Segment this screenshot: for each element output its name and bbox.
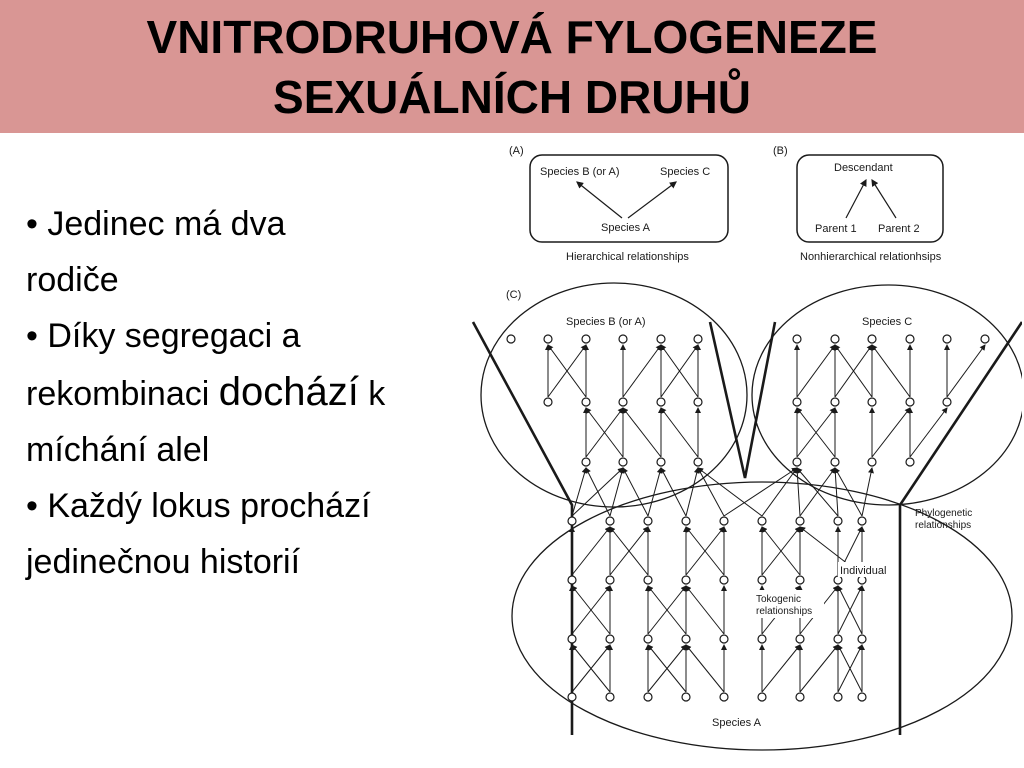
tokogenic-edge: [797, 468, 838, 516]
individual-node: [906, 398, 914, 406]
individual-node: [619, 458, 627, 466]
individual-node: [834, 517, 842, 525]
panel-a-species-c: Species C: [660, 166, 711, 178]
individual-node: [981, 335, 989, 343]
individual-node: [720, 576, 728, 584]
tokogenic-edge: [698, 468, 762, 516]
individual-node: [606, 576, 614, 584]
bullet-3-line-1: • Každý lokus prochází: [26, 487, 371, 525]
individual-node: [606, 693, 614, 701]
panel-b-descendant: Descendant: [834, 162, 893, 174]
individual-node: [796, 517, 804, 525]
individual-label: Individual: [840, 565, 887, 577]
panel-b-parent-2: Parent 2: [878, 223, 920, 235]
individual-node: [758, 635, 766, 643]
individual-node: [644, 635, 652, 643]
individual-node: [694, 458, 702, 466]
tokogenic-edge: [686, 468, 698, 516]
individual-node: [619, 335, 627, 343]
individual-node: [507, 335, 515, 343]
individual-node: [644, 576, 652, 584]
phylogenetic-label-1: Phylogenetic: [915, 508, 973, 519]
slide-title-line-2: SEXUÁLNÍCH DRUHŮ: [273, 71, 751, 123]
panel-b-caption: Nonhierarchical relationhsips: [800, 251, 942, 263]
individual-node: [868, 458, 876, 466]
tokogenic-edge: [610, 468, 623, 516]
tokogenic-edge: [623, 468, 648, 516]
individual-node: [720, 635, 728, 643]
individual-node: [906, 335, 914, 343]
individual-node: [868, 335, 876, 343]
panel-a-species-a: Species A: [601, 222, 650, 234]
individual-node: [544, 335, 552, 343]
tokogenic-edge: [724, 468, 797, 516]
individual-node: [831, 335, 839, 343]
individual-node: [582, 398, 590, 406]
individual-node: [644, 517, 652, 525]
panel-c-species-a: Species A: [712, 717, 761, 729]
individual-node: [793, 398, 801, 406]
individual-node: [793, 335, 801, 343]
individual-node: [906, 458, 914, 466]
bullet-2-line-2: [26, 364, 466, 422]
panel-b-parent-1: Parent 1: [815, 223, 857, 235]
individual-node: [758, 576, 766, 584]
tokogenic-edge: [800, 645, 838, 692]
individual-node: [758, 517, 766, 525]
tokogenic-edge: [762, 645, 800, 692]
individual-node: [834, 635, 842, 643]
panel-c-species-b: Species B (or A): [566, 316, 646, 328]
bullet-1-line-2: rodiče: [26, 261, 119, 299]
bullet-2-line-1: • Díky segregaci a: [26, 317, 301, 355]
individual-node: [796, 693, 804, 701]
individual-node: [582, 458, 590, 466]
individual-node: [568, 635, 576, 643]
individual-node: [682, 693, 690, 701]
individual-node: [858, 576, 866, 584]
panel-c-tag: (C): [506, 289, 522, 301]
slide-title-line-1: VNITRODRUHOVÁ FYLOGENEZE: [146, 11, 878, 63]
tokogenic-edge: [648, 468, 661, 516]
bullet-3-line-2: jedinečnou historií: [26, 543, 301, 581]
tokogenic-edge: [947, 345, 985, 397]
bullet-2-line-2a: rekombinaci: [26, 375, 219, 413]
individual-node: [868, 398, 876, 406]
individual-node: [834, 693, 842, 701]
individual-node: [758, 693, 766, 701]
tokogenic-label-2: relationships: [756, 606, 813, 617]
individual-node: [657, 458, 665, 466]
individual-node: [834, 576, 842, 584]
tokogenic-edge: [797, 345, 835, 397]
tokogenic-edge: [686, 586, 724, 634]
panel-b-tag: (B): [773, 145, 788, 157]
individual-node: [657, 335, 665, 343]
tokogenic-edge: [797, 468, 800, 516]
panel-a-tag: (A): [509, 145, 524, 157]
panel-b-arrow-left: [846, 180, 866, 218]
individual-node: [858, 635, 866, 643]
individual-node: [943, 335, 951, 343]
individual-node: [720, 693, 728, 701]
tokogenic-edge: [661, 408, 698, 457]
phylogeny-diagram: [466, 138, 1022, 762]
individual-node: [568, 693, 576, 701]
individual-node: [796, 635, 804, 643]
tokogenic-edge: [623, 408, 661, 457]
bullet-2-line-2b: dochází: [218, 370, 359, 414]
individual-node: [858, 693, 866, 701]
bullet-2-line-3: míchání alel: [26, 431, 210, 469]
tokogenic-edge: [623, 345, 661, 397]
individual-node: [831, 398, 839, 406]
individual-node: [582, 335, 590, 343]
panel-b-arrow-right: [872, 180, 896, 218]
panel-a-species-b: Species B (or A): [540, 166, 620, 178]
individual-node: [657, 398, 665, 406]
tokogenic-edge: [835, 468, 838, 516]
panel-a-arrow-left: [577, 182, 622, 218]
panel-a-arrow-right: [628, 182, 676, 218]
phylogeny-boundary-middle: [710, 322, 775, 478]
tokogenic-edge: [572, 527, 610, 575]
tokogenic-edge: [762, 468, 797, 516]
bullet-list: [26, 196, 466, 590]
bullet-1-line-1: • Jedinec má dva: [26, 205, 286, 243]
individual-node: [544, 398, 552, 406]
individual-node: [682, 576, 690, 584]
tokogenic-edge: [698, 468, 724, 516]
individual-node: [682, 635, 690, 643]
tokogenic-edge: [872, 345, 910, 397]
individual-node: [644, 693, 652, 701]
panel-a-caption: Hierarchical relationships: [566, 251, 689, 263]
individual-node: [943, 398, 951, 406]
individual-node: [682, 517, 690, 525]
individual-node: [720, 517, 728, 525]
individual-node: [619, 398, 627, 406]
tokogenic-edge: [686, 645, 724, 692]
individual-node: [796, 576, 804, 584]
individual-node: [858, 517, 866, 525]
individual-node: [606, 635, 614, 643]
tokogenic-edge: [872, 408, 910, 457]
panel-c-species-c: Species C: [862, 316, 913, 328]
individual-node: [606, 517, 614, 525]
tokogenic-edge: [586, 468, 610, 516]
tokogenic-edge: [862, 468, 872, 516]
individual-node: [694, 335, 702, 343]
individual-node: [568, 576, 576, 584]
individual-node: [694, 398, 702, 406]
individual-node: [568, 517, 576, 525]
individual-node: [831, 458, 839, 466]
bullet-2-line-2c: k: [358, 375, 386, 413]
title-bar: [0, 0, 1024, 133]
tokogenic-label-1: Tokogenic: [756, 594, 802, 605]
phylogenetic-label-2: relationships: [915, 520, 972, 531]
individual-node: [793, 458, 801, 466]
tokogenic-edge: [910, 408, 947, 457]
